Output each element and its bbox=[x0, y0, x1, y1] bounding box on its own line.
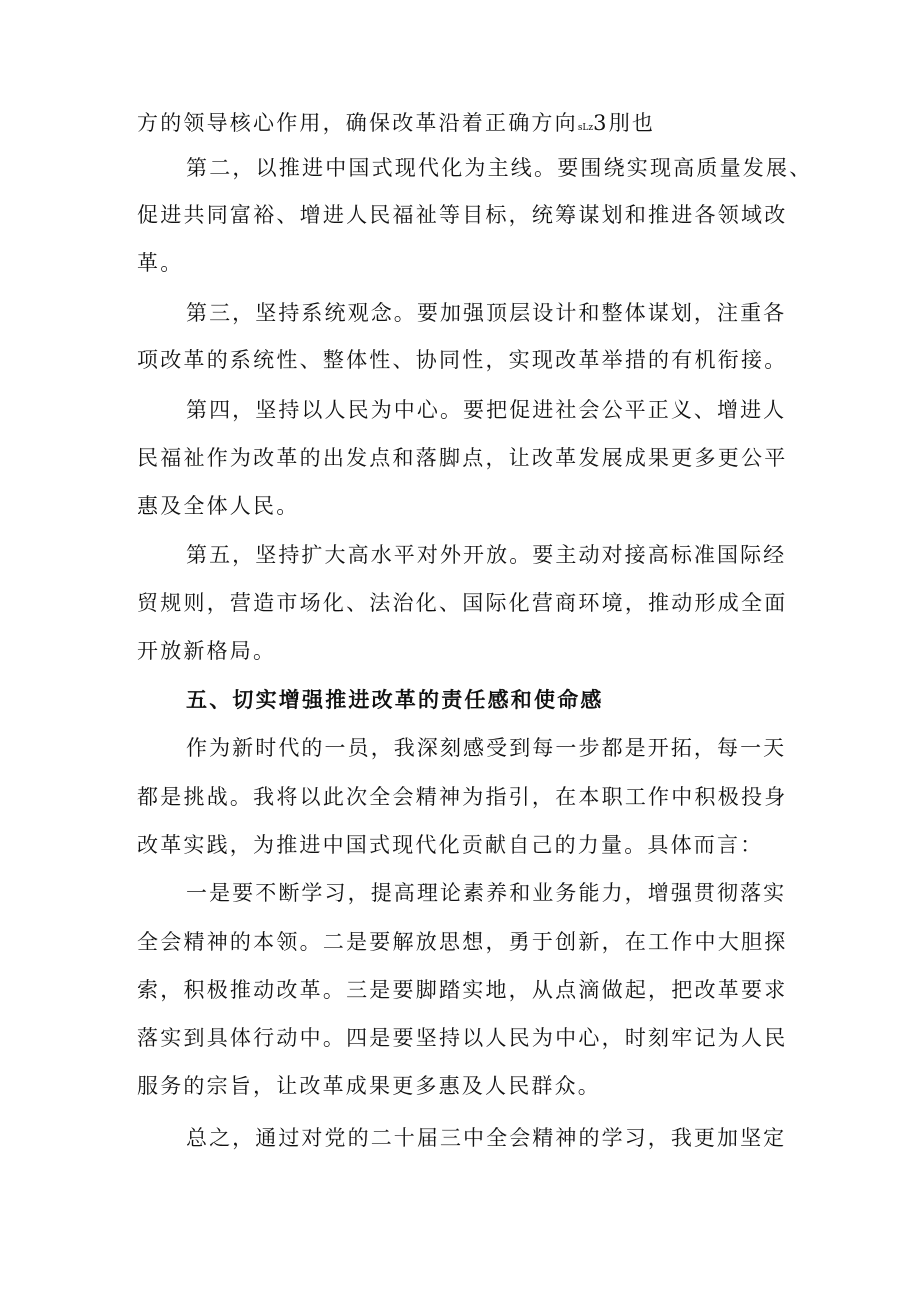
text-line: 开放新格局。 bbox=[137, 639, 277, 663]
text-line: 贸规则，营造市场化、法治化、国际化营商环境，推动形成全面 bbox=[137, 591, 787, 615]
ocr-artifact-tail: 3刖也 bbox=[593, 111, 656, 135]
text-line: 改革实践，为推进中国式现代化贡献自己的力量。具体而言： bbox=[137, 833, 764, 857]
text-line: 促进共同富裕、增进人民福祉等目标，统筹谋划和推进各领域改 bbox=[137, 203, 787, 227]
text-line: 第二，以推进中国式现代化为主线。要围绕实现高质量发展、 bbox=[186, 156, 813, 180]
continuation-text: 方的领导核心作用，确保改革沿着正确方向 bbox=[137, 111, 578, 135]
text-line: 第五，坚持扩大高水平对外开放。要主动对接高标准国际经 bbox=[186, 543, 786, 567]
text-line: 革。 bbox=[137, 251, 184, 275]
text-line: 索，积极推动改革。三是要脚踏实地，从点滴做起，把改革要求 bbox=[137, 978, 787, 1002]
text-line: 都是挑战。我将以此次全会精神为指引，在本职工作中积极投身 bbox=[137, 785, 787, 809]
text-line: 落实到具体行动中。四是要坚持以人民为中心，时刻牢记为人民 bbox=[137, 1026, 787, 1050]
ocr-artifact-small: sLz bbox=[577, 123, 594, 133]
continuation-line bbox=[137, 111, 655, 140]
text-line: 项改革的系统性、整体性、协同性，实现改革举措的有机衔接。 bbox=[137, 348, 787, 372]
section-heading: 五、切实增强推进改革的责任感和使命感 bbox=[186, 687, 604, 712]
text-line: 第四，坚持以人民为中心。要把促进社会公平正义、增进人 bbox=[186, 398, 786, 422]
text-line: 作为新时代的一员，我深刻感受到每一步都是开拓，每一天 bbox=[186, 736, 786, 760]
text-line: 惠及全体人民。 bbox=[137, 494, 300, 518]
text-line: 民福祉作为改革的出发点和落脚点，让改革发展成果更多更公平 bbox=[137, 446, 787, 470]
text-line: 总之，通过对党的二十届三中全会精神的学习，我更加坚定 bbox=[186, 1126, 786, 1150]
text-line: 一是要不断学习，提高理论素养和业务能力，增强贯彻落实 bbox=[186, 881, 786, 905]
text-line: 全会精神的本领。二是要解放思想，勇于创新，在工作中大胆探 bbox=[137, 930, 787, 954]
text-line: 第三，坚持系统观念。要加强顶层设计和整体谋划，注重各 bbox=[186, 301, 786, 325]
text-line: 服务的宗旨，让改革成果更多惠及人民群众。 bbox=[137, 1074, 601, 1098]
